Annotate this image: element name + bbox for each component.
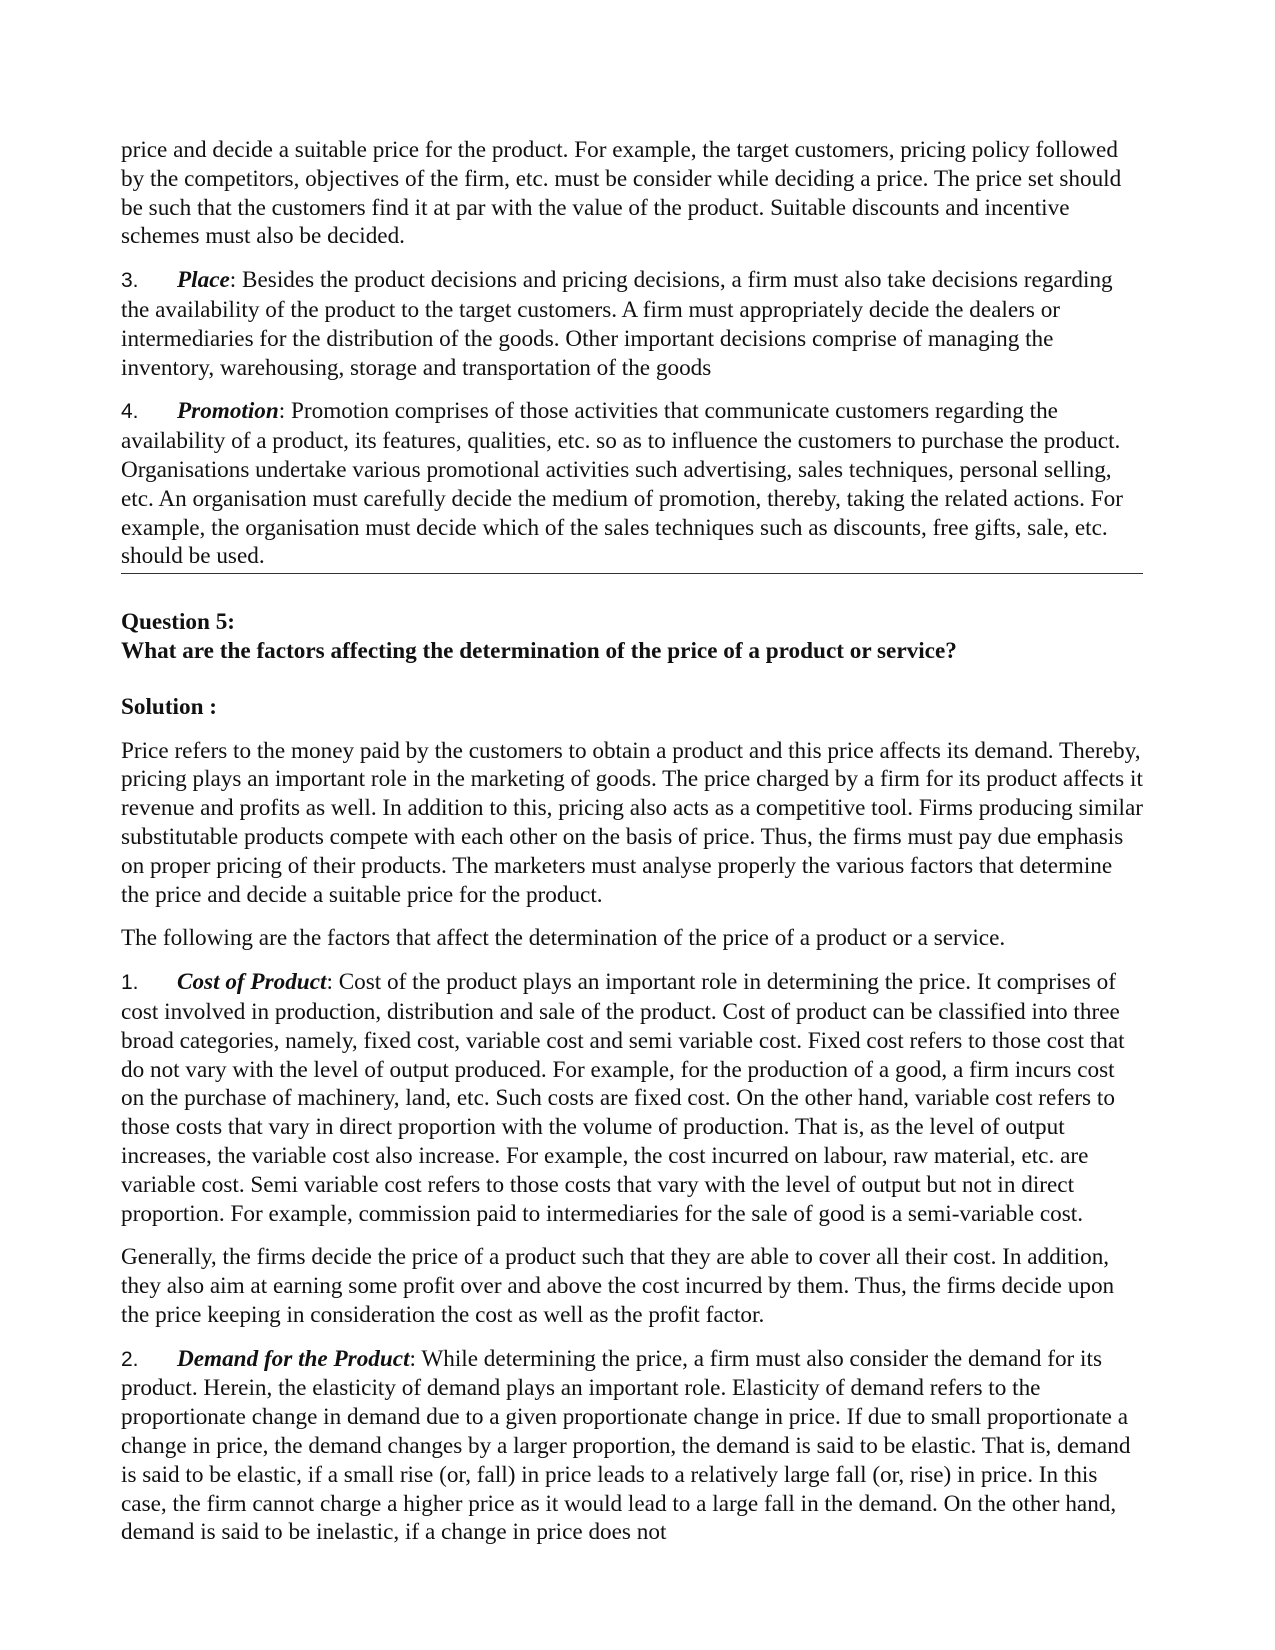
document-page <box>121 136 1143 1562</box>
item-term: Cost of Product <box>177 969 327 996</box>
question-heading <box>121 608 1143 666</box>
question-label: Question 5: <box>121 609 236 636</box>
list-item-promotion <box>121 397 1143 571</box>
list-item-demand-for-product <box>121 1345 1143 1548</box>
item-term: Demand for the Product <box>177 1345 410 1372</box>
item-number: 3. <box>121 269 139 293</box>
section-divider <box>121 573 1143 574</box>
list-item-place <box>121 266 1143 382</box>
item-text: : While determining the price, a firm must also consider the demand for its product. Herein, the elasticity of demand plays an important role. Elasticity of demand refers to the proportionate change in demand due to a given proportionate change in price. If due to small proportionate a change in price, the demand changes by a larger proportion, the demand is said to be elastic. That is, demand is said to be elastic, if a small rise (or, fall) in price leads to a relatively large fall (or, rise) in price. In this case, the firm cannot charge a higher price as it would lead to a large fall in the demand. On the other hand, demand is said to be inelastic, if a change in price does not <box>121 1345 1131 1546</box>
item-text: : Besides the product decisions and pricing decisions, a firm must also take decisions regarding the availability of the product to the target customers. A firm must appropriately decide the dealers or intermediaries for the distribution of the goods. Other important decisions comprise of managing the inventory, warehousing, storage and transportation of the goods <box>121 267 1113 381</box>
item-text: : Cost of the product plays an important role in determining the price. It comprises of cost involved in production, distribution and sale of the product. Cost of product can be classified into three broad categories, namely, fixed cost, variable cost and semi variable cost. Fixed cost refers to those cost that do not vary with the level of output produced. For example, for the production of a good, a firm incurs cost on the purchase of machinery, land, etc. Such costs are fixed cost. On the other hand, variable cost refers to those costs that vary in direct proportion with the volume of production. That is, as the level of output increases, the variable cost also increase. For example, the cost incurred on labour, raw material, etc. are variable cost. Semi variable cost refers to those costs that vary with the level of output but not in direct proportion. For example, commission paid to intermediaries for the sale of good is a semi-variable cost. <box>121 969 1125 1227</box>
item-number: 2. <box>121 1347 139 1371</box>
item-term: Promotion <box>177 398 279 425</box>
intro-paragraph: price and decide a suitable price for the product. For example, the target customers, pricing policy followed by the competitors, objectives of the firm, etc. must be consider while deciding a price. The price set should be such that the customers find it at par with the value of the product. Suitable discounts and incentive schemes must also be decided. <box>121 137 1122 250</box>
item-term: Place <box>177 267 230 294</box>
solution-label: Solution : <box>121 693 217 720</box>
item-number: 1. <box>121 971 139 995</box>
question-text: What are the factors affecting the determination of the price of a product or service? <box>121 637 957 664</box>
item-number: 4. <box>121 400 139 424</box>
factors-intro-paragraph: The following are the factors that affect the determination of the price of a product or a service. <box>121 925 1006 952</box>
item-text: : Promotion comprises of those activities that communicate customers regarding the availability of a product, its features, qualities, etc. so as to influence the customers to purchase the product. Organisations undertake various promotional activities such advertising, sales techniques, personal selling, etc. An organisation must carefully decide the medium of promotion, thereby, taking the related actions. For example, the organisation must decide which of the sales techniques such as discounts, free gifts, sale, etc. should be used. <box>121 398 1123 570</box>
cost-paragraph: Generally, the firms decide the price of a product such that they are able to cover all their cost. In addition, they also aim at earning some profit over and above the cost incurred by them. Thus, the firms decide upon the price keeping in consideration the cost as well as the profit factor. <box>121 1244 1115 1328</box>
list-item-cost-of-product <box>121 968 1143 1228</box>
solution-paragraph: Price refers to the money paid by the customers to obtain a product and this price affects its demand. Thereby, pricing plays an important role in the marketing of goods. The price charged by a firm for its product affects it revenue and profits as well. In addition to this, pricing also acts as a competitive tool. Firms producing similar substitutable products compete with each other on the basis of price. Thus, the firms must pay due emphasis on proper pricing of their products. The marketers must analyse properly the various factors that determine the price and decide a suitable price for the product. <box>121 737 1143 908</box>
